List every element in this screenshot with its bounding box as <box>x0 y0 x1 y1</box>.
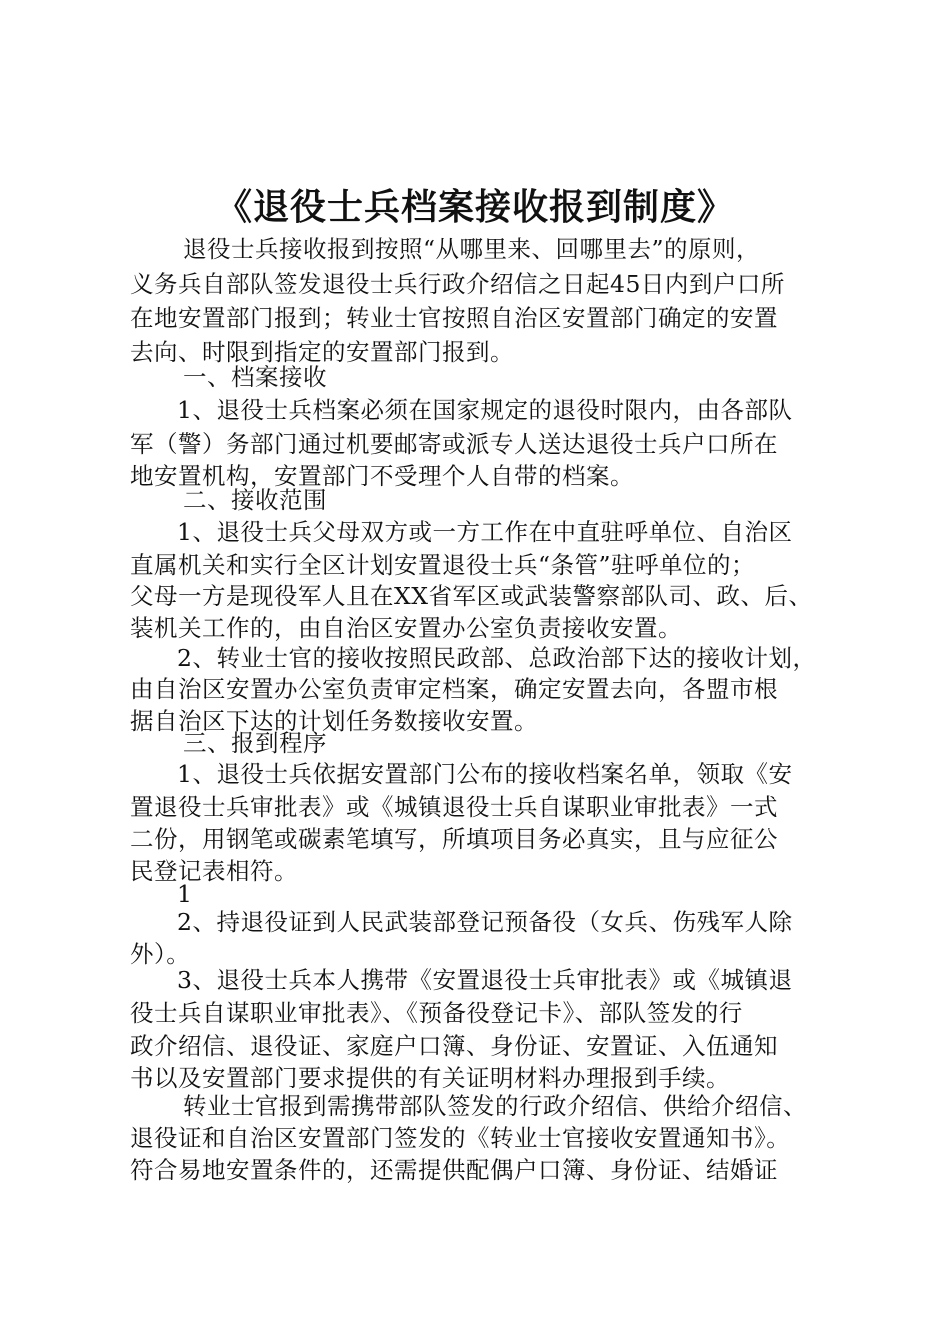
section-heading: 二、接收范围 <box>183 486 327 514</box>
body-line: 2、转业士官的接收按照民政部、总政治部下达的接收计划， <box>177 644 817 672</box>
body-line: 退役证和自治区安置部门签发的《转业士官接收安置通知书》。 <box>130 1124 791 1152</box>
body-line: 父母一方是现役军人且在XX省军区或武装警察部队司、政、后、 <box>130 582 813 610</box>
body-line: 书以及安置部门要求提供的有关证明材料办理报到手续。 <box>130 1064 730 1092</box>
body-line: 符合易地安置条件的，还需提供配偶户口簿、身份证、结婚证 <box>130 1156 778 1184</box>
document-title: 《退役士兵档案接收报到制度》 <box>215 187 734 228</box>
body-line: 地安置机构，安置部门不受理个人自带的档案。 <box>130 462 634 490</box>
body-line: 据自治区下达的计划任务数接收安置。 <box>130 707 538 735</box>
body-line: 外）。 <box>130 940 191 968</box>
body-line: 由自治区安置办公室负责审定档案，确定安置去向，各盟市根 <box>130 675 778 703</box>
body-line: 政介绍信、退役证、家庭户口簿、身份证、安置证、入伍通知 <box>130 1032 778 1060</box>
section-heading: 一、档案接收 <box>183 363 327 391</box>
body-line: 2、持退役证到人民武装部登记预备役（女兵、伤残军人除 <box>177 908 793 936</box>
body-line: 转业士官报到需携带部队签发的行政介绍信、供给介绍信、 <box>183 1092 807 1120</box>
body-line: 民登记表相符。 <box>130 857 298 885</box>
body-line: 义务兵自部队签发退役士兵行政介绍信之日起45日内到户口所 <box>130 270 785 298</box>
body-line: 1、退役士兵父母双方或一方工作在中直驻呼单位、自治区 <box>177 518 793 546</box>
body-line: 军（警）务部门通过机要邮寄或派专人送达退役士兵户口所在 <box>130 430 778 458</box>
body-line: 1、退役士兵依据安置部门公布的接收档案名单，领取《安 <box>177 760 793 788</box>
page-number: 1 <box>177 880 193 908</box>
body-line: 在地安置部门报到；转业士官按照自治区安置部门确定的安置 <box>130 304 778 332</box>
section-heading: 三、报到程序 <box>183 729 327 757</box>
body-line: 置退役士兵审批表》或《城镇退役士兵自谋职业审批表》一式 <box>130 793 778 821</box>
body-line: 二份，用钢笔或碳素笔填写，所填项目务必真实，且与应征公 <box>130 825 778 853</box>
body-line: 1、退役士兵档案必须在国家规定的退役时限内，由各部队 <box>177 396 793 424</box>
body-line: 3、退役士兵本人携带《安置退役士兵审批表》或《城镇退 <box>177 966 793 994</box>
body-line: 直属机关和实行全区计划安置退役士兵“条管”驻呼单位的； <box>130 551 756 579</box>
body-line: 役士兵自谋职业审批表》、《预备役登记卡》、部队签发的行 <box>130 999 743 1027</box>
body-line: 去向、时限到指定的安置部门报到。 <box>130 338 514 366</box>
body-line: 装机关工作的，由自治区安置办公室负责接收安置。 <box>130 614 682 642</box>
body-line: 退役士兵接收报到按照“从哪里来、回哪里去”的原则， <box>183 235 761 263</box>
